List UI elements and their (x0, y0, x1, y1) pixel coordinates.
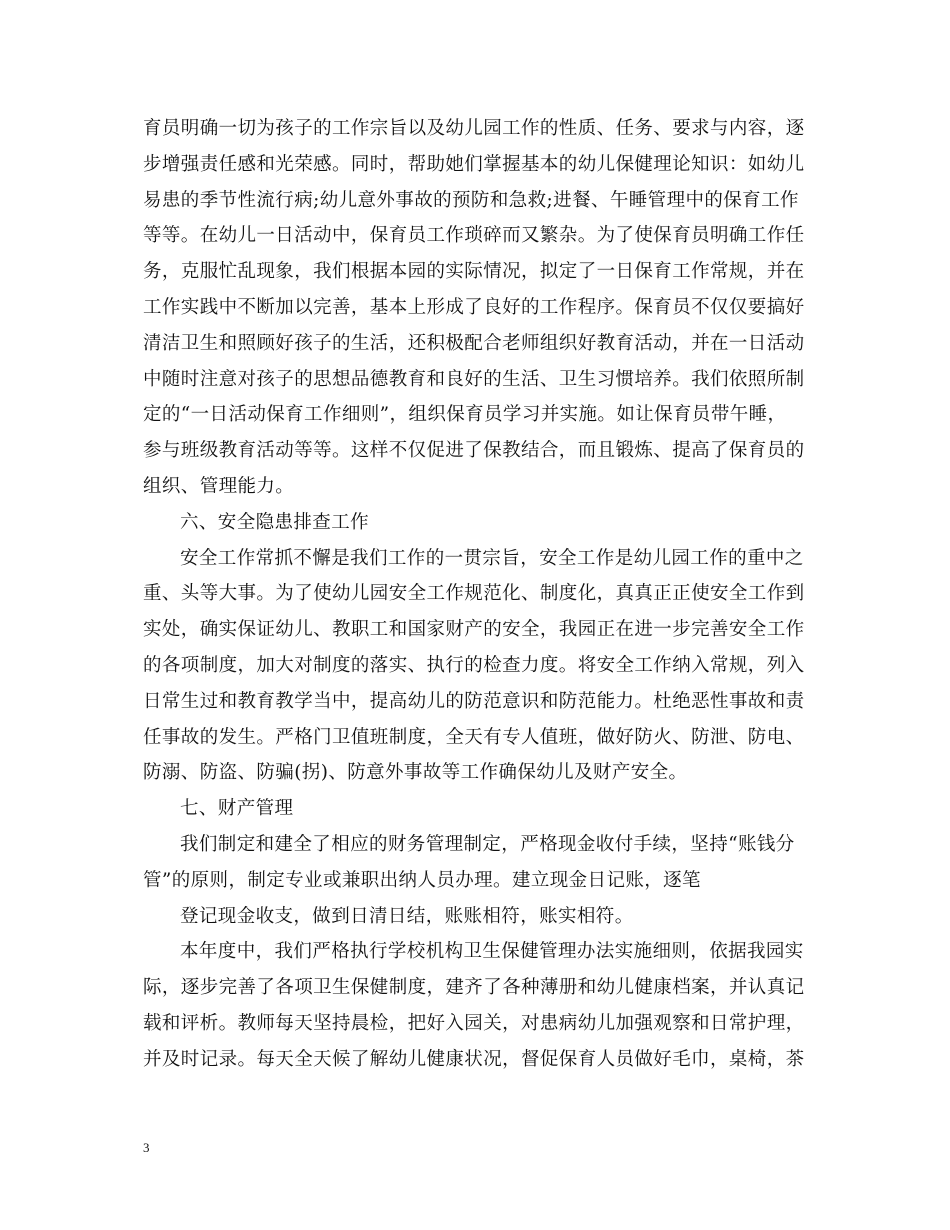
text-line: 步增强责任感和光荣感。同时，帮助她们掌握基本的幼儿保健理论知识：如幼儿 (143, 153, 805, 175)
text-line: 安全工作常抓不懈是我们工作的一贯宗旨，安全工作是幼儿园工作的重中之 (180, 547, 804, 569)
text-line: 六、安全隐患排查工作 (180, 511, 370, 533)
text-line: 管”的原则，制定专业或兼职出纳人员办理。建立现金日记账，逐笔 (143, 869, 701, 891)
text-line: 中随时注意对孩子的思想品德教育和良好的生活、卫生习惯培养。我们依照所制 (143, 368, 805, 390)
text-line: 日常生过和教育教学当中，提高幼儿的防范意识和防范能力。杜绝恶性事故和责 (143, 690, 805, 712)
text-line: 登记现金收支，做到日清日结，账账相符，账实相符。 (180, 905, 634, 927)
text-line: 育员明确一切为孩子的工作宗旨以及幼儿园工作的性质、任务、要求与内容，逐 (143, 118, 805, 139)
text-line: 重、头等大事。为了使幼儿园安全工作规范化、制度化，真真正正使安全工作到 (143, 583, 805, 605)
text-line: 载和评析。教师每天坚持晨检，把好入园关，对患病幼儿加强观察和日常护理， (143, 1012, 805, 1034)
text-line: 清洁卫生和照顾好孩子的生活，还积极配合老师组织好教育活动，并在一日活动 (143, 332, 805, 354)
text-line: 七、财产管理 (180, 798, 294, 820)
text-line: 任事故的发生。严格门卫值班制度，全天有专人值班，做好防火、防泄、防电、 (143, 726, 805, 748)
text-line: 参与班级教育活动等等。这样不仅促进了保教结合，而且锻炼、提高了保育员的 (143, 440, 805, 462)
text-line: 本年度中，我们严格执行学校机构卫生保健管理办法实施细则，依据我园实 (180, 941, 804, 963)
text-line: 实处，确实保证幼儿、教职工和国家财产的安全，我园正在进一步完善安全工作 (143, 619, 805, 641)
text-line: 际，逐步完善了各项卫生保健制度，建齐了各种薄册和幼儿健康档案，并认真记 (143, 977, 805, 999)
page-number: 3 (143, 1140, 150, 1155)
text-line: 等等。在幼儿一日活动中，保育员工作琐碎而又繁杂。为了使保育员明确工作任 (143, 225, 805, 247)
text-line: 易患的季节性流行病;幼儿意外事故的预防和急救;进餐、午睡管理中的保育工作 (143, 189, 799, 211)
text-line: 我们制定和建全了相应的财务管理制定，严格现金收付手续，坚持“账钱分 (180, 833, 795, 855)
text-line: 组织、管理能力。 (143, 475, 295, 497)
text-line: 的各项制度，加大对制度的落实、执行的检查力度。将安全工作纳入常规，列入 (143, 654, 805, 676)
text-line: 工作实践中不断加以完善，基本上形成了良好的工作程序。保育员不仅仅要搞好 (143, 296, 805, 318)
text-line: 防溺、防盗、防骗(拐)、防意外事故等工作确保幼儿及财产安全。 (143, 762, 688, 784)
text-line: 并及时记录。每天全天候了解幼儿健康状况，督促保育人员做好毛巾，桌椅，茶 (143, 1048, 805, 1070)
text-line: 务，克服忙乱现象，我们根据本园的实际情况，拟定了一日保育工作常规，并在 (143, 261, 805, 283)
text-line: 定的“一日活动保育工作细则”，组织保育员学习并实施。如让保育员带午睡， (143, 404, 787, 426)
document-body (143, 111, 805, 1078)
